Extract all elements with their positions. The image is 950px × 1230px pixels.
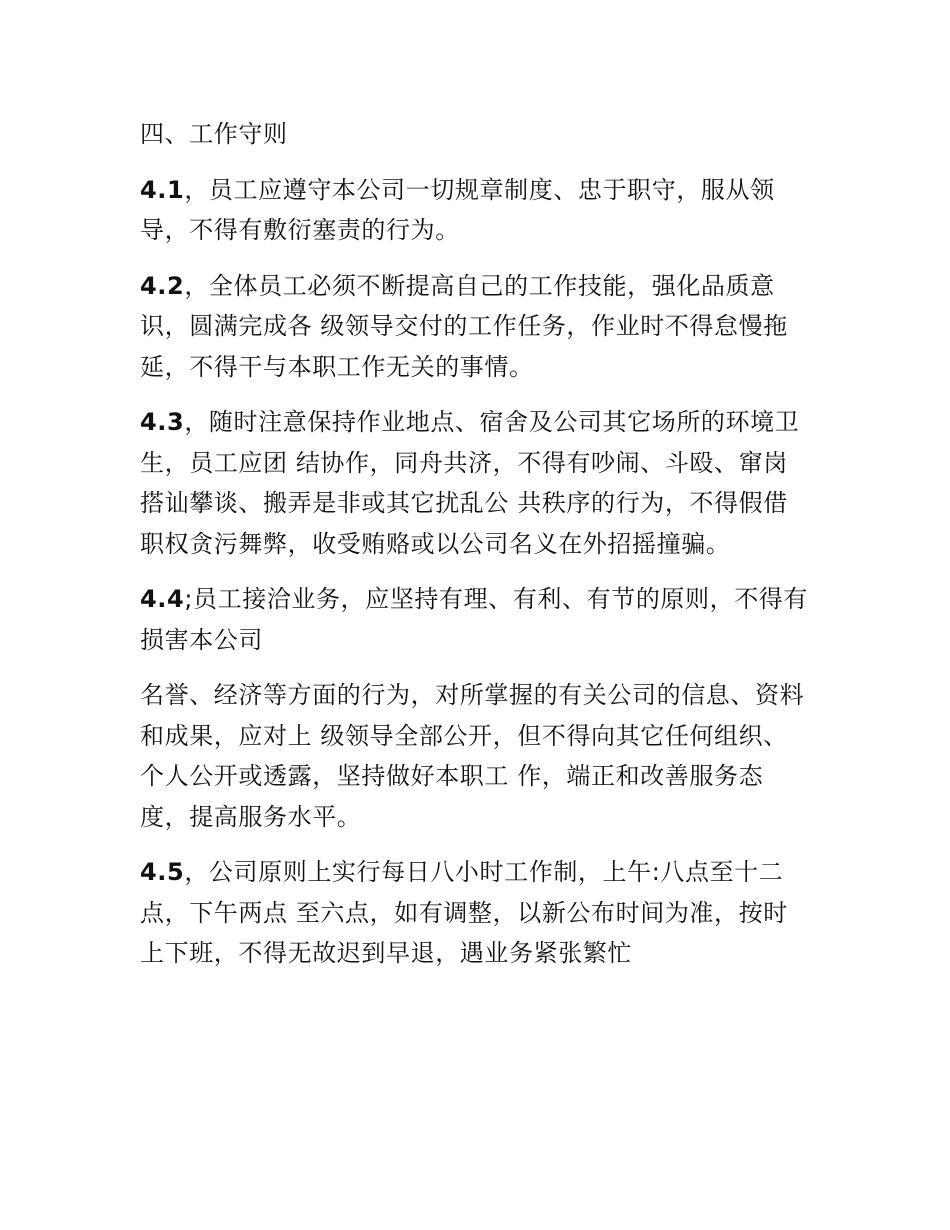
rule-paragraph-4-3 [140, 402, 812, 564]
rule-text: ;员工接洽业务，应坚持有理、有利、有节的原则，不得有损害本公司 [140, 585, 809, 654]
rule-number: 4.2 [140, 271, 185, 300]
rule-text: ，全体员工必须不断提高自己的工作技能，强化品质意识，圆满完成各 级领导交付的工作任务，作业时不得怠慢拖延，不得干与本职工作无关的事情。 [140, 271, 788, 381]
rule-number: 4.4 [140, 585, 185, 613]
rule-paragraph-4-4 [140, 579, 812, 660]
rule-paragraph-4-4-continued [140, 675, 812, 837]
rule-text: 名誉、经济等方面的行为，对所掌握的有关公司的信息、资料和成果，应对上 级领导全部公开，但不得向其它任何组织、个人公开或透露，坚持做好本职工 作，端正和改善服务态度，提高服务水平。 [140, 681, 805, 831]
rule-number: 4.1 [140, 175, 185, 204]
rule-text: ，公司原则上实行每日八小时工作制，上午:八点至十二点，下午两点 至六点，如有调整，以新公布时间为准，按时上下班，不得无故迟到早退，遇业务紧张繁忙 [140, 858, 788, 967]
section-heading: 四、工作守则 [140, 120, 288, 148]
rule-paragraph-4-2 [140, 266, 812, 388]
document-body [140, 114, 812, 989]
rule-paragraph-4-1 [140, 170, 812, 251]
rule-text: ，随时注意保持作业地点、宿舍及公司其它场所的环境卫生，员工应团 结协作，同舟共济，不得有吵闹、斗殴、窜岗搭讪攀谈、搬弄是非或其它扰乱公 共秩序的行为，不得假借职权贪污舞弊，收受贿赂或以公司名义在外招摇撞骗。 [140, 408, 800, 558]
rule-paragraph-4-5 [140, 852, 812, 974]
rule-number: 4.5 [140, 858, 185, 886]
rule-number: 4.3 [140, 408, 185, 436]
rule-text: ，员工应遵守本公司一切规章制度、忠于职守，服从领导，不得有敷衍塞责的行为。 [140, 175, 775, 244]
